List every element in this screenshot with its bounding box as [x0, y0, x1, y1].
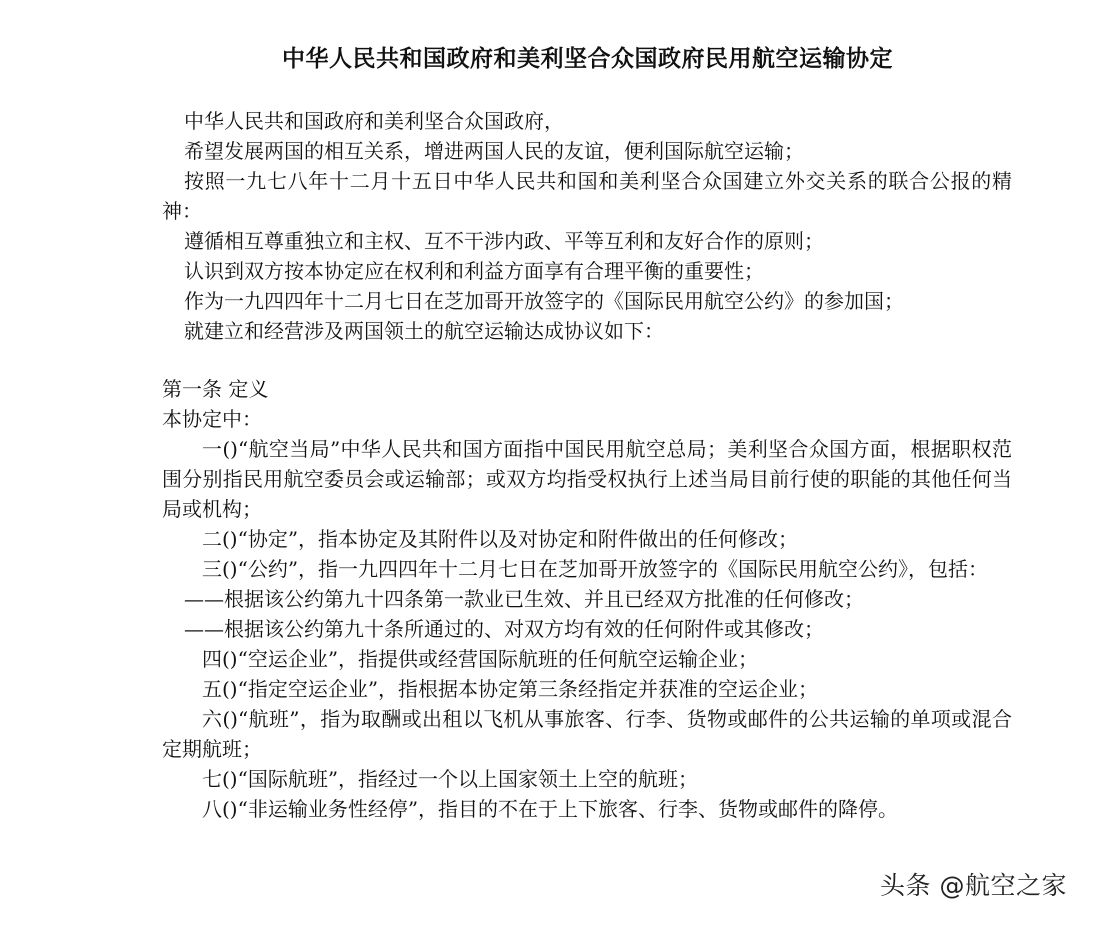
- definition-subitem: ——根据该公约第九十条所通过的、对双方均有效的任何附件或其修改；: [184, 617, 824, 641]
- definition-item: 五()“指定空运企业”，指根据本协定第三条经指定并获准的空运企业；: [202, 677, 819, 701]
- definition-item: 一()“航空当局”中华人民共和国方面指中国民用航空总局；美利坚合众国方面，根据职权范围分别指民用航空委员会或运输部；或双方均指受权执行上述当局目前行使的职能的其他任何当局或机构；: [162, 437, 1012, 521]
- definition-item: 六()“航班”，指为取酬或出租以飞机从事旅客、行李、货物或邮件的公共运输的单项或混合定期航班；: [162, 707, 1012, 761]
- preamble-paragraph: 遵循相互尊重独立和主权、互不干涉内政、平等互利和友好合作的原则；: [184, 229, 824, 253]
- section-gap: [162, 346, 1012, 374]
- article-heading: 第一条 定义: [162, 377, 269, 401]
- preamble-paragraph: 按照一九七八年十二月十五日中华人民共和国和美利坚合众国建立外交关系的联合公报的精神：: [162, 169, 1012, 223]
- preamble-paragraph: 就建立和经营涉及两国领土的航空运输达成协议如下：: [184, 319, 664, 343]
- document-body: [162, 106, 1012, 824]
- definition-item: 七()“国际航班”，指经过一个以上国家领土上空的航班；: [202, 767, 699, 791]
- preamble-paragraph: 希望发展两国的相互关系，增进两国人民的友谊，便利国际航空运输；: [184, 139, 804, 163]
- preamble-paragraph: 中华人民共和国政府和美利坚合众国政府，: [184, 109, 564, 133]
- article-intro: 本协定中：: [162, 407, 262, 431]
- document-title: 中华人民共和国政府和美利坚合众国政府民用航空运输协定: [282, 45, 893, 72]
- preamble-paragraph: 作为一九四四年十二月七日在芝加哥开放签字的《国际民用航空公约》的参加国；: [184, 289, 904, 313]
- definition-subitem: ——根据该公约第九十四条第一款业已生效、并且已经双方批准的任何修改；: [184, 587, 864, 611]
- preamble-paragraph: 认识到双方按本协定应在权利和利益方面享有合理平衡的重要性；: [184, 259, 764, 283]
- definition-item: 八()“非运输业务性经停”，指目的不在于上下旅客、行李、货物或邮件的降停。: [202, 797, 899, 821]
- definition-item: 三()“公约”，指一九四四年十二月七日在芝加哥开放签字的《国际民用航空公约》，包括：: [202, 557, 989, 581]
- definition-item: 四()“空运企业”，指提供或经营国际航班的任何航空运输企业；: [202, 647, 759, 671]
- watermark: 头条 @航空之家: [876, 869, 1071, 903]
- definition-item: 二()“协定”，指本协定及其附件以及对协定和附件做出的任何修改；: [202, 527, 799, 551]
